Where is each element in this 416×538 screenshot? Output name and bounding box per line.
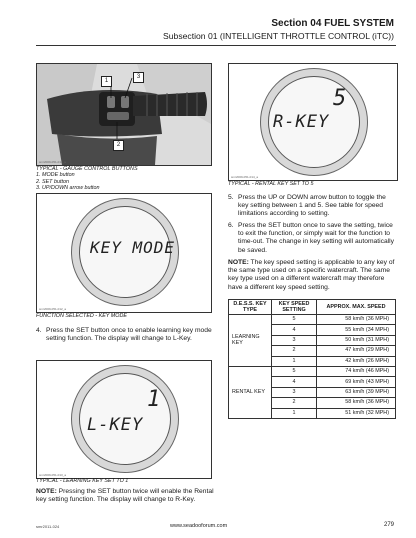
setting-cell: 3 xyxy=(272,387,317,397)
header-key-type: D.E.S.S. KEY TYPE xyxy=(229,300,272,315)
caption-title: TYPICAL - GAUGE CONTROL BUTTONS xyxy=(36,166,138,172)
footer-url: www.seadooforum.com xyxy=(170,523,228,529)
callout-1: 1 xyxy=(101,76,112,87)
speed-cell: 47 km/h (29 MPH) xyxy=(317,346,396,356)
learning-key-label: LEARNING KEY xyxy=(229,315,272,367)
note-key-speed xyxy=(228,259,398,292)
speed-cell: 74 km/h (46 MPH) xyxy=(317,366,396,376)
step-number: 6. xyxy=(228,222,234,229)
lcd-setting-number: 5 xyxy=(333,86,348,111)
step-text: Press the UP or DOWN arrow button to toggle the key setting between 1 and 5. See table for speed limitations according to setting. xyxy=(238,194,386,218)
header-rule xyxy=(36,45,396,46)
caption-line: 3. UP/DOWN arrow button xyxy=(36,184,100,191)
step-6 xyxy=(228,222,398,255)
speed-cell: 58 km/h (36 MPH) xyxy=(317,315,396,325)
table-row xyxy=(229,315,396,325)
speed-cell: 42 km/h (26 MPH) xyxy=(317,356,396,366)
figure-id: smr2009-051-012_a xyxy=(39,307,67,311)
setting-cell: 5 xyxy=(272,366,317,376)
speed-cell: 69 km/h (43 MPH) xyxy=(317,377,396,387)
lcd-display-text: KEY MODE xyxy=(90,238,176,257)
setting-cell: 1 xyxy=(272,408,317,418)
callout-2: 2 xyxy=(113,140,124,151)
setting-cell: 2 xyxy=(272,398,317,408)
figure-gauge-buttons xyxy=(36,63,212,166)
note-text: The key speed setting is applicable to any key of the same type used on a specific watercraft. The same key type used on a different watercraft may therefore have a different key speed setting. xyxy=(228,259,395,291)
subsection-title: Subsection 01 (INTELLIGENT THROTTLE CONTROL (iTC)) xyxy=(163,31,394,41)
note-label: NOTE: xyxy=(228,259,249,266)
speed-cell: 55 km/h (34 MPH) xyxy=(317,325,396,335)
setting-cell: 5 xyxy=(272,315,317,325)
figure-id: smr2009-051-013_a xyxy=(39,473,67,477)
setting-cell: 4 xyxy=(272,377,317,387)
setting-cell: 2 xyxy=(272,346,317,356)
speed-table-wrapper xyxy=(228,299,396,419)
speed-cell: 63 km/h (39 MPH) xyxy=(317,387,396,397)
step-4 xyxy=(36,327,214,343)
figure-caption-learning-key: TYPICAL - LEARNING KEY SET TO 1 xyxy=(36,478,129,484)
table-header-row xyxy=(229,300,396,315)
setting-cell: 4 xyxy=(272,325,317,335)
page-number: 279 xyxy=(383,522,394,528)
table-row xyxy=(229,366,396,376)
figure-caption-key-mode: FUNCTION SELECTED - KEY MODE xyxy=(36,313,127,319)
lcd-display-text: L-KEY xyxy=(87,415,144,435)
speed-table xyxy=(228,299,396,419)
caption-line: 2. SET button xyxy=(36,178,69,185)
lcd-setting-number: 1 xyxy=(147,387,162,412)
figure-key-mode xyxy=(36,193,212,313)
step-number: 5. xyxy=(228,194,234,201)
step-number: 4. xyxy=(36,327,42,334)
figure-id: smr2009-051-014_a xyxy=(231,175,259,179)
note-label: NOTE: xyxy=(36,488,57,495)
speed-cell: 58 km/h (36 MPH) xyxy=(317,398,396,408)
rental-key-label: RENTAL KEY xyxy=(229,366,272,418)
figure-rental-key xyxy=(228,63,398,181)
setting-cell: 3 xyxy=(272,335,317,345)
step-5 xyxy=(228,194,398,219)
note-text: Pressing the SET button twice will enable the Rental key setting function. The display will change to R-Key. xyxy=(36,488,214,504)
section-title: Section 04 FUEL SYSTEM xyxy=(271,18,394,29)
figure-caption-rental-key: TYPICAL - RENTAL KEY SET TO 5 xyxy=(228,181,314,187)
figure-caption-gauge-buttons xyxy=(36,166,212,191)
callout-3: 3 xyxy=(133,72,144,83)
document-code: smr2011-024 xyxy=(36,524,60,529)
lcd-display-text: R-KEY xyxy=(273,112,330,132)
step-text: Press the SET button once to enable learning key mode setting function. The display will change to L-Key. xyxy=(46,327,212,343)
header-speed-setting: KEY SPEED SETTING xyxy=(272,300,317,315)
speed-cell: 50 km/h (31 MPH) xyxy=(317,335,396,345)
header-max-speed: APPROX. MAX. SPEED xyxy=(317,300,396,315)
setting-cell: 1 xyxy=(272,356,317,366)
note-rental-key xyxy=(36,488,214,504)
figure-learning-key xyxy=(36,360,212,479)
handlebar-photo xyxy=(37,64,211,165)
speed-cell: 51 km/h (32 MPH) xyxy=(317,408,396,418)
step-text: Press the SET button once to save the setting, twice to exit the function, or simply wait for the function to time-out. The change in key setting will automatically be saved. xyxy=(238,222,394,254)
figure-id: smr2009-051-011_a xyxy=(39,160,66,164)
caption-line: 1. MODE button xyxy=(36,172,75,179)
